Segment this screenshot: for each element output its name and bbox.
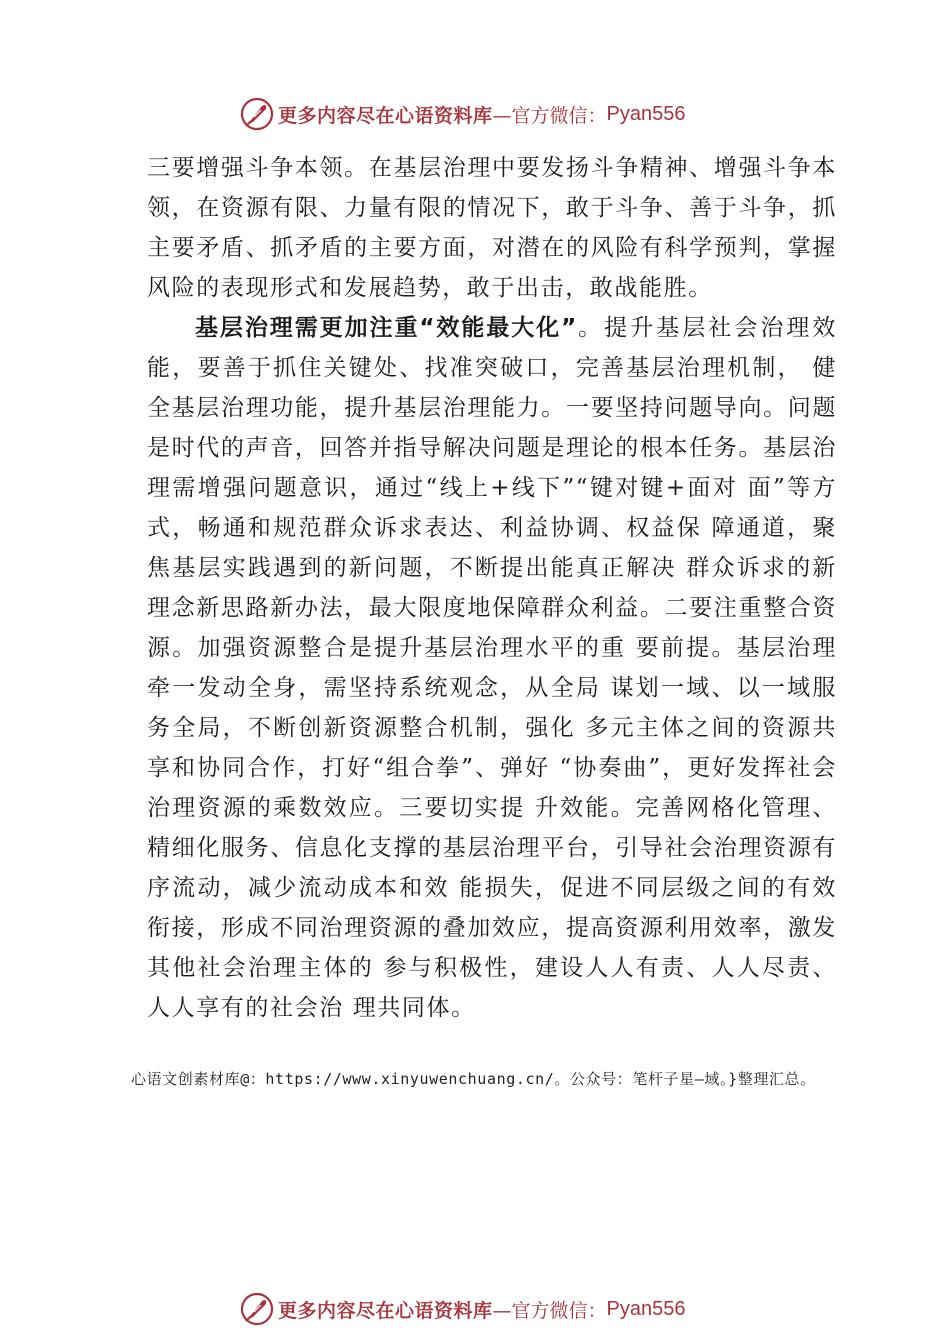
banner-separator: —官方微信： xyxy=(492,1299,607,1322)
paragraph-lead-heading: 基层治理需更加注重“效能最大化” xyxy=(195,315,577,341)
paragraph-efficiency xyxy=(147,308,837,1028)
banner-separator: —官方微信： xyxy=(492,104,607,127)
footer-banner xyxy=(240,1292,686,1326)
quill-pen-icon xyxy=(240,97,274,131)
paragraph-efficiency-text: 。提升基层社会治理效能，要善于抓住关键处、找准突破口，完善基层治理机制， 健全基层治理功能，提升基层治理能力。一要坚持问题导向。问题是时代的声音，回答并指导解决问题是理论的根本任务。基层治理需增强问题意识，通过“线上+线下”“键对键+面对 面”等方式，畅通和规范群众诉求表达、利益协调、权益保 障通道，聚焦基层实践遇到的新问题，不断提出能真正解决 群众诉求的新理念新思路新办法，最大限度地保障群众利益。二要注重整合资源。加强资源整合是提升基层治理水平的重 要前提。基层治理牵一发动全身，需坚持系统观念，从全局 谋划一域、以一域服务全局，不断创新资源整合机制，强化 多元主体之间的资源共享和协同合作，打好“组合拳”、弹好 “协奏曲”，更好发挥社会治理资源的乘数效应。三要切实提 升效能。完善网格化管理、精细化服务、信息化支撑的基层治理平台，引导社会治理资源有序流动，减少流动成本和效 能损失，促进不同层级之间的有效衔接，形成不同治理资源的叠加效应，提高资源利用效率，激发其他社会治理主体的 参与积极性，建设人人有责、人人尽责、人人享有的社会治 理共同体。 xyxy=(147,315,838,1021)
header-banner xyxy=(240,97,686,131)
banner-title: 更多内容尽在心语资料库 xyxy=(278,1299,493,1322)
paragraph-struggle-skills: 三要增强斗争本领。在基层治理中要发扬斗争精神、增强斗争本领，在资源有限、力量有限的情况下，敢于斗争、善于斗争，抓主要矛盾、抓矛盾的主要方面，对潜在的风险有科学预判，掌握风险的表现形式和发展趋势，敢于出击，敢战能胜。 xyxy=(147,155,837,301)
banner-wechat-id: Pyan556 xyxy=(606,1297,686,1320)
quill-pen-icon xyxy=(240,1292,274,1326)
banner-title: 更多内容尽在心语资料库 xyxy=(278,104,493,127)
banner-wechat-id: Pyan556 xyxy=(606,102,686,125)
article-body xyxy=(147,148,837,1028)
source-footnote: 心语文创素材库@：https://www.xinyuwenchuang.cn/。公众号：笔杆子星—域。}整理汇总。 xyxy=(131,1070,816,1088)
